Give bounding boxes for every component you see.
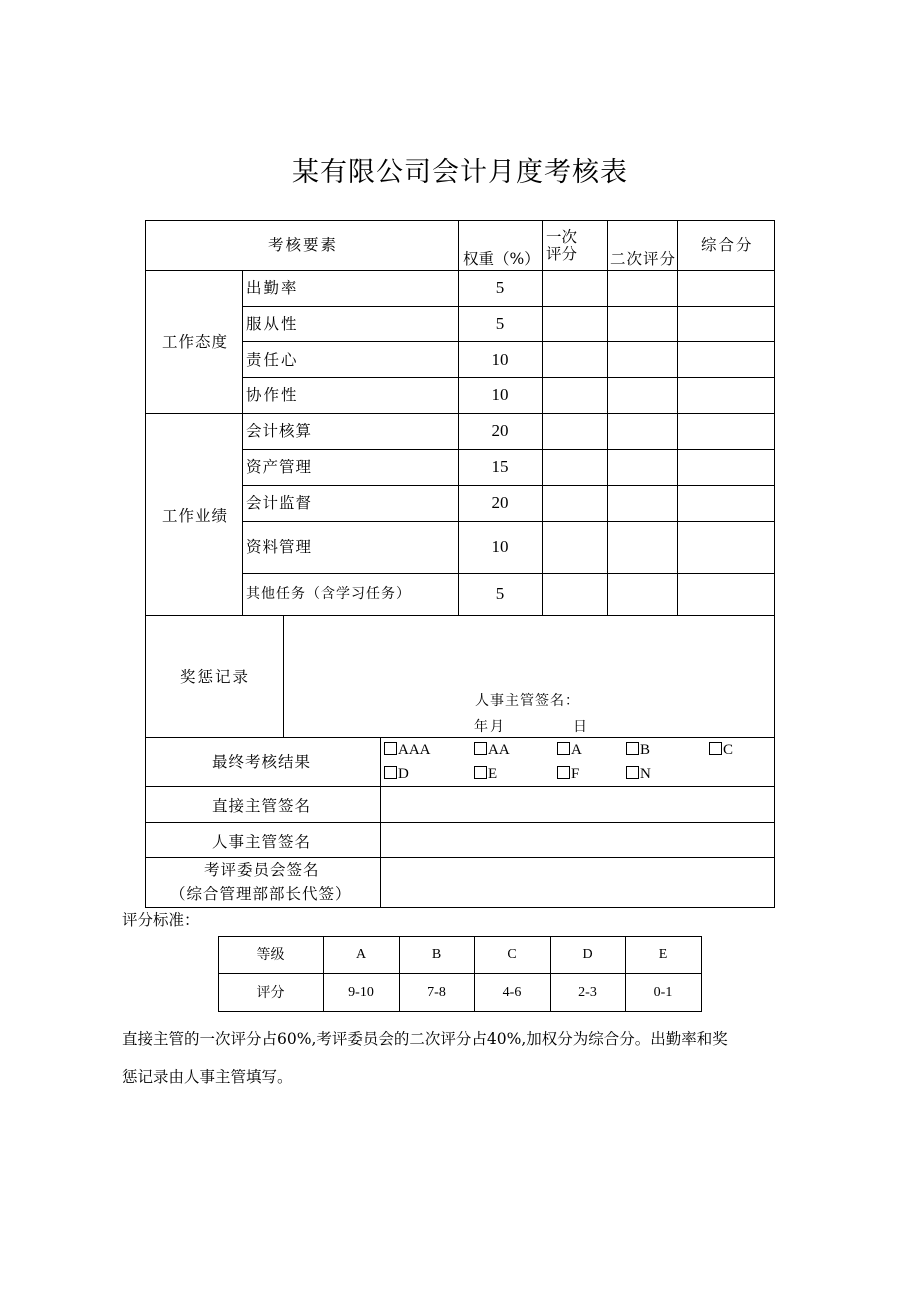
standard-grade: C <box>507 947 517 962</box>
standard-grade: E <box>658 947 668 962</box>
standard-score: 2-3 <box>578 985 597 1000</box>
result-option-aaa[interactable]: AAA <box>384 741 431 759</box>
result-option-e[interactable]: E <box>474 765 497 783</box>
item-label: 服从性 <box>246 315 299 333</box>
item-weight: 10 <box>491 537 509 556</box>
rewards-date-ym: 年月 <box>474 719 506 735</box>
checkbox-icon <box>384 766 397 779</box>
hr-supervisor-signature-label: 人事主管签名 <box>212 833 312 851</box>
header-second-score: 二次评分 <box>610 250 677 268</box>
result-option-a[interactable]: A <box>557 741 582 759</box>
rewards-label: 奖惩记录 <box>180 668 251 686</box>
standard-grade-header: 等级 <box>256 947 285 963</box>
item-weight: 10 <box>491 385 509 404</box>
header-total: 综合分 <box>701 236 754 254</box>
item-label: 会计监督 <box>246 494 313 512</box>
header-first-score-line2: 评分 <box>546 245 578 263</box>
direct-supervisor-signature-label: 直接主管签名 <box>212 797 312 815</box>
item-weight: 5 <box>495 278 505 297</box>
item-weight: 10 <box>491 350 509 369</box>
item-label: 协作性 <box>246 386 299 404</box>
header-first-score-line1: 一次 <box>546 228 578 246</box>
standard-label: 评分标准： <box>122 911 200 929</box>
item-label: 资产管理 <box>246 458 313 476</box>
standard-score: 4-6 <box>502 985 522 1000</box>
result-option-n[interactable]: N <box>626 765 651 783</box>
item-weight: 5 <box>495 584 505 603</box>
group-label-attitude: 工作态度 <box>162 333 229 351</box>
checkbox-icon <box>709 742 722 755</box>
page-title: 某有限公司会计月度考核表 <box>292 157 628 188</box>
standard-score: 9-10 <box>348 985 374 1000</box>
item-label: 其他任务（含学习任务） <box>246 586 411 602</box>
result-option-b[interactable]: B <box>626 741 650 759</box>
checkbox-icon <box>474 766 487 779</box>
result-option-f[interactable]: F <box>557 765 579 783</box>
checkbox-icon <box>626 742 639 755</box>
item-label: 责任心 <box>246 351 299 369</box>
standard-grade: B <box>431 947 442 962</box>
checkbox-icon <box>474 742 487 755</box>
standard-score-header: 评分 <box>256 985 285 1001</box>
standard-grade: D <box>582 947 593 962</box>
result-option-aa[interactable]: AA <box>474 741 510 759</box>
rewards-signer: 人事主管签名： <box>475 693 580 709</box>
standard-score: 0-1 <box>653 985 673 1000</box>
checkbox-icon <box>557 766 570 779</box>
committee-signature-sublabel: （综合管理部部长代签） <box>170 885 352 903</box>
standard-grade: A <box>355 947 367 962</box>
item-weight: 20 <box>491 493 509 512</box>
note-line-2: 惩记录由人事主管填写。 <box>122 1068 293 1086</box>
rewards-date-d: 日 <box>573 719 587 735</box>
checkbox-icon <box>557 742 570 755</box>
result-option-d[interactable]: D <box>384 765 409 783</box>
final-result-label: 最终考核结果 <box>212 753 312 771</box>
header-elements: 考核要素 <box>268 236 339 254</box>
committee-signature-label: 考评委员会签名 <box>204 861 320 879</box>
item-weight: 5 <box>495 314 505 333</box>
checkbox-icon <box>626 766 639 779</box>
item-label: 会计核算 <box>246 422 313 440</box>
item-weight: 20 <box>491 421 509 440</box>
header-weight: 权重（%） <box>463 250 540 268</box>
standard-score: 7-8 <box>427 985 446 1000</box>
note-line-1: 直接主管的一次评分占60%,考评委员会的二次评分占40%,加权分为综合分。出勤率和奖 <box>122 1030 728 1048</box>
item-label: 出勤率 <box>246 279 299 297</box>
result-option-c[interactable]: C <box>709 741 733 759</box>
checkbox-icon <box>384 742 397 755</box>
item-label: 资料管理 <box>246 538 313 556</box>
item-weight: 15 <box>491 457 509 476</box>
group-label-performance: 工作业绩 <box>162 507 229 525</box>
